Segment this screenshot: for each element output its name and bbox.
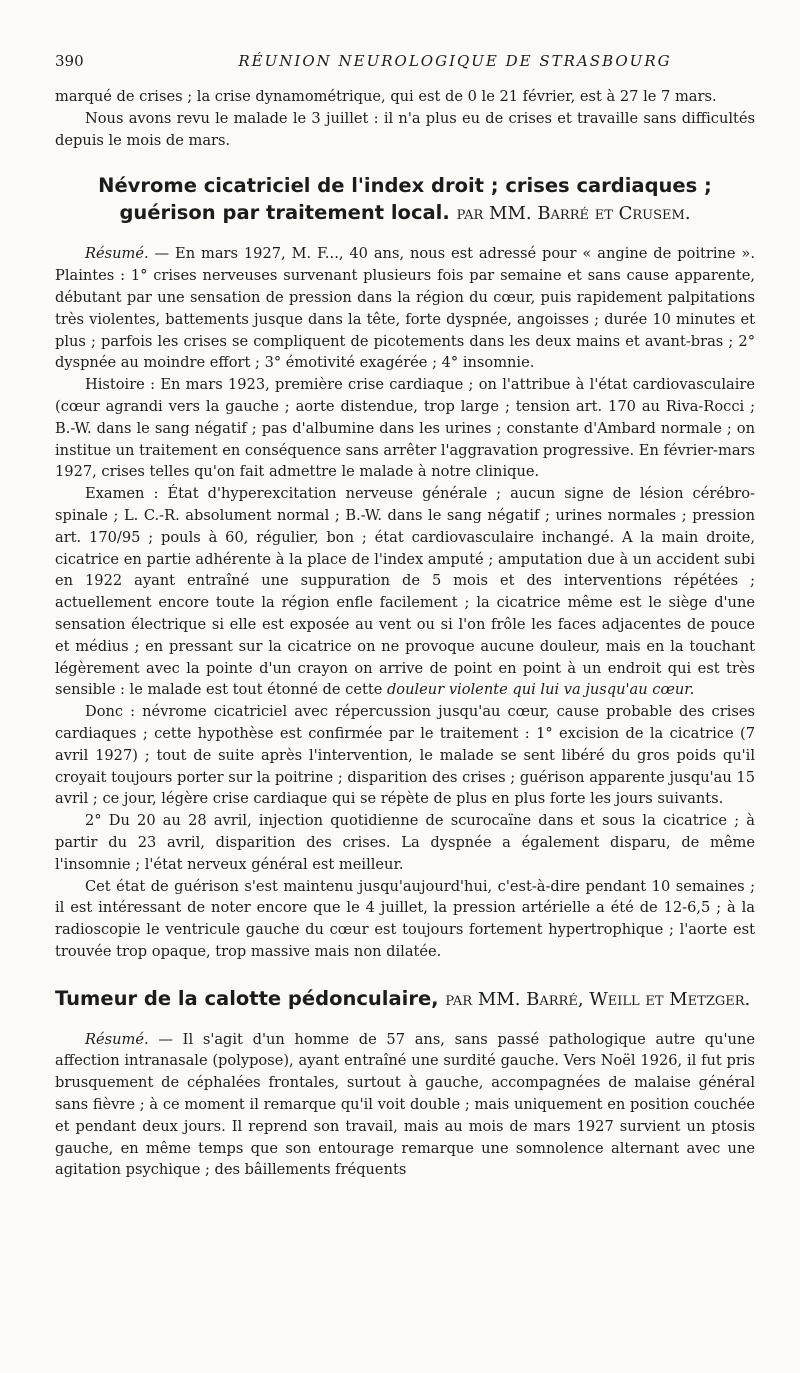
resume-label: Résumé.	[85, 245, 149, 263]
article-1-title: Névrome cicatriciel de l'index droit ; crises cardiaques ; guérison par traitement local.	[98, 174, 712, 225]
article-2-title: Tumeur de la calotte pédonculaire,	[55, 986, 439, 1010]
running-head: RÉUNION NEUROLOGIQUE DE STRASBOURG	[238, 52, 672, 70]
examen-text: Examen : État d'hyperexcitation nerveuse générale ; aucun signe de lésion cérébro-spinale ; L. C.-R. absolument normal ; B.-W. dans le sang négatif ; urines normales ; pression art. 170/95 ; pouls à 60, régulier, bon ; état cardiovasculaire inchangé. A la main droite, cicatrice en partie adhérente à la place de l'index amputé ; amputation due à un accident subi en 1922 ayant entraîné une suppuration de 5 mois et des interventions répétées ; actuellement encore toute la région enfle facilement ; la cicatrice même est le siège d'une sensation électrique si elle est exposée au vent ou si l'on frôle les faces adjacentes de pouce et médius ; en pressant sur la cicatrice on ne provoque aucune douleur, mais en la touchant légèrement avec la pointe d'un crayon on arrive de point en point à un endroit qui est très sensible : le malade est tout étonné de cette	[55, 485, 755, 699]
article-1-donc: Donc : névrome cicatriciel avec répercussion jusqu'au cœur, cause probable des crises cardiaques ; cette hypothèse est confirmée par le traitement : 1° excision de la cicatrice (7 avril 1927) ; tout de suite après l'intervention, le malade se sent libéré du gros poids qu'il croyait toujours porter sur la poitrine ; disparition des crises ; guérison apparente jusqu'au 15 avril ; ce jour, légère crise cardiaque qui se répète de plus en plus forte les jours suivants.	[55, 703, 755, 808]
article-2-authors: par MM. Barré, Weill et Metzger.	[445, 988, 751, 1010]
article-1-conclusion: Cet état de guérison s'est maintenu jusqu'aujourd'hui, c'est-à-dire pendant 10 semaines ; il est intéressant de noter encore que le 4 juillet, la pression artérielle a été de 12-6,5 ; à la radioscopie le ventricule gauche du cœur est toujours fortement hypertrophique ; l'aorte est trouvée trop opaque, trop massive mais non dilatée.	[55, 877, 755, 960]
page	[55, 52, 755, 1181]
article-1-authors: par MM. Barré et Crusem.	[456, 203, 691, 225]
intro-paragraph-1: marqué de crises ; la crise dynamométrique, qui est de 0 le 21 février, est à 27 le 7 mars.	[55, 88, 717, 105]
article-2-heading	[55, 985, 755, 1013]
resume-text-2: — Il s'agit d'un homme de 57 ans, sans passé pathologique autre qu'une affection intranasale (polypose), ayant entraîné une surdité gauche. Vers Noël 1926, il fut pris brusquement de céphalées frontales, surtout à gauche, accompagnées de malaise général sans fièvre ; à ce moment il remarque qu'il voit double ; mais uniquement en position couchée et pendant deux jours. Il reprend son travail, mais au mois de mars 1927 survient un ptosis gauche, en même temps que son entourage remarque une somnolence alternant avec une agitation psychique ; des bâillements fréquents	[55, 1030, 755, 1179]
article-1-point-2: 2° Du 20 au 28 avril, injection quotidienne de scurocaïne dans et sous la cicatrice ; à partir du 23 avril, disparition des crises. La dyspnée a également disparu, de même l'insomnie ; l'état nerveux général est meilleur.	[55, 812, 755, 873]
article-1-resume	[55, 243, 755, 374]
article-1-histoire: Histoire : En mars 1923, première crise cardiaque ; on l'attribue à l'état cardiovasculaire (cœur agrandi vers la gauche ; aorte distendue, trop large ; tension art. 170 au Riva-Rocci ; B.-W. dans le sang négatif ; pas d'albumine dans les urines ; constante d'Ambard normale ; on institue un traitement en conséquence sans arrêter l'aggravation progressive. En février-mars 1927, crises telles qu'on fait admettre le malade à notre clinique.	[55, 376, 755, 481]
examen-italic-text: douleur violente qui lui va jusqu'au cœur.	[386, 681, 695, 699]
article-1-heading	[55, 172, 755, 227]
intro-paragraph-2: Nous avons revu le malade le 3 juillet : il n'a plus eu de crises et travaille sans difficultés depuis le mois de mars.	[55, 109, 755, 149]
resume-label-2: Résumé.	[85, 1030, 149, 1048]
resume-text: — En mars 1927, M. F..., 40 ans, nous est adressé pour « angine de poitrine ». Plaintes : 1° crises nerveuses survenant plusieurs fois par semaine et sans cause apparente, débutant par une sensation de pression dans la région du cœur, puis rapidement palpitations très violentes, battements jusque dans la tête, forte dyspnée, angoisses ; durée 10 minutes et plus ; parfois les crises se compliquent de picotements dans les deux mains et avant-bras ; 2° dyspnée au moindre effort ; 3° émotivité exagérée ; 4° insomnie.	[55, 245, 755, 372]
article-1-examen	[55, 483, 755, 701]
article-2-resume	[55, 1029, 755, 1182]
page-number: 390	[55, 52, 84, 70]
page-header	[55, 52, 755, 86]
